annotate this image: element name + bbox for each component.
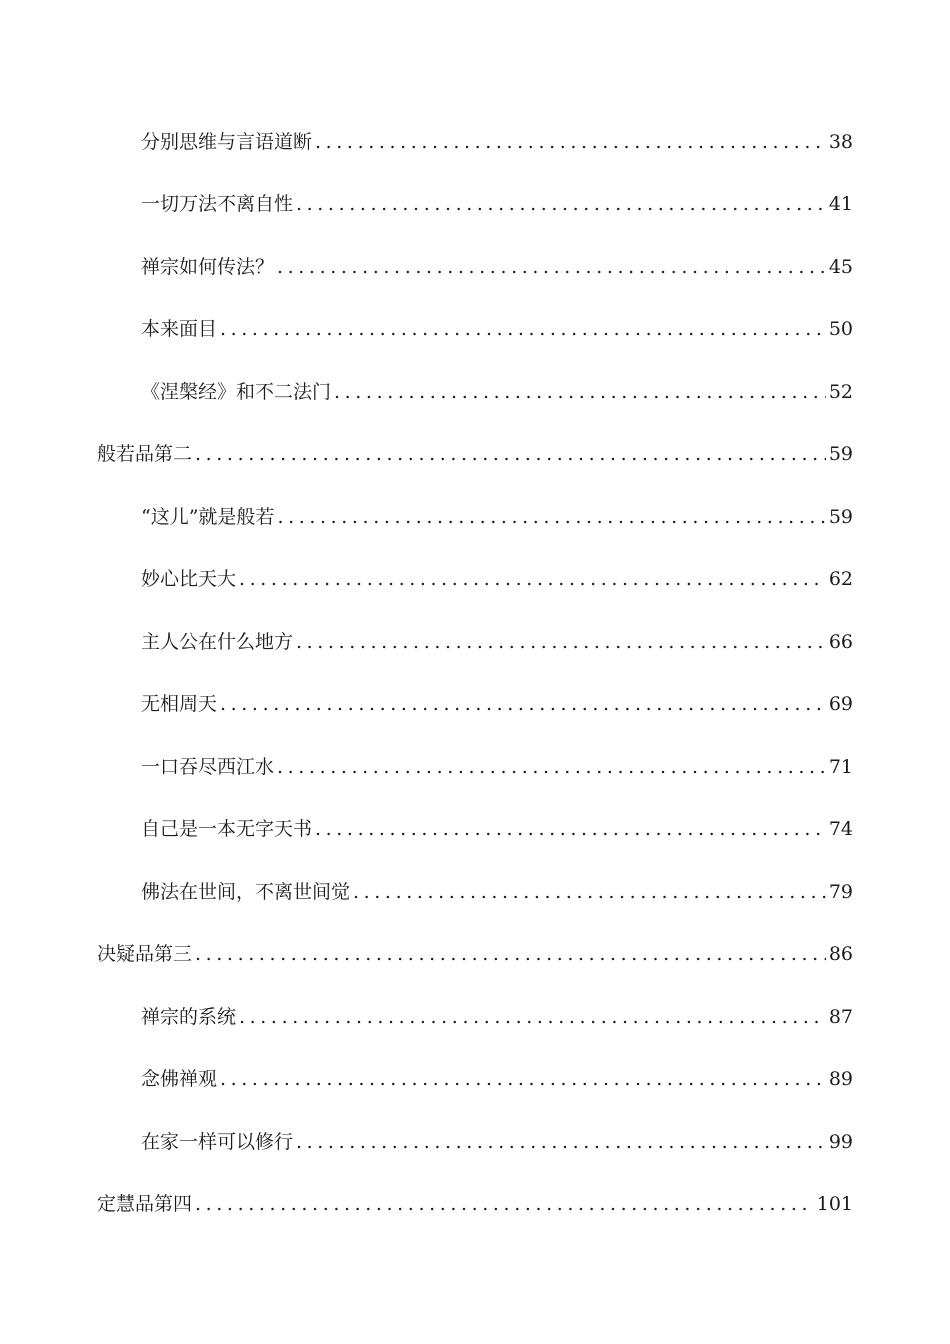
toc-entry-title: 一口吞尽西江水 — [141, 756, 275, 778]
toc-dot-leader — [353, 877, 826, 907]
toc-entry[interactable] — [141, 627, 853, 657]
toc-entry-page: 87 — [828, 1006, 853, 1028]
toc-entry[interactable] — [141, 1064, 853, 1094]
toc-entry-title: 妙心比天大 — [141, 568, 237, 590]
toc-entry[interactable] — [141, 564, 853, 594]
toc-dot-leader — [220, 689, 826, 719]
toc-entry-page: 101 — [816, 1193, 853, 1215]
toc-entry-page: 59 — [828, 506, 853, 528]
toc-entry-page: 86 — [828, 943, 853, 965]
toc-entry-page: 38 — [828, 131, 853, 153]
toc-entry-page: 41 — [828, 193, 853, 215]
toc-entry-page: 74 — [828, 818, 853, 840]
toc-entry-page: 59 — [828, 443, 853, 465]
toc-entry[interactable] — [141, 252, 853, 282]
toc-entry-page: 71 — [828, 756, 853, 778]
toc-dot-leader — [334, 377, 826, 407]
toc-entry-title: 本来面目 — [141, 318, 218, 340]
toc-dot-leader — [277, 502, 825, 532]
toc-entry-title: 念佛禅观 — [141, 1068, 218, 1090]
toc-dot-leader — [296, 189, 826, 219]
toc-dot-leader — [315, 814, 826, 844]
toc-entry-title: “这儿”就是般若 — [141, 506, 275, 528]
toc-dot-leader — [220, 1064, 826, 1094]
toc-chapter-entry[interactable] — [97, 939, 853, 969]
toc-entry-title: 无相周天 — [141, 693, 218, 715]
toc-entry-title: 在家一样可以修行 — [141, 1131, 294, 1153]
toc-entry[interactable] — [141, 814, 853, 844]
toc-entry-page: 62 — [828, 568, 853, 590]
toc-entry-page: 45 — [828, 256, 853, 278]
toc-dot-leader — [315, 127, 826, 157]
toc-entry-title: 自己是一本无字天书 — [141, 818, 313, 840]
toc-dot-leader — [296, 1127, 826, 1157]
toc-chapter-title: 定慧品第四 — [97, 1193, 193, 1215]
toc-dot-leader — [220, 314, 826, 344]
toc-entry[interactable] — [141, 127, 853, 157]
toc-dot-leader — [296, 627, 826, 657]
toc-entry-title: 分别思维与言语道断 — [141, 131, 313, 153]
toc-entry-title: 禅宗的系统 — [141, 1006, 237, 1028]
toc-chapter-entry[interactable] — [97, 1189, 853, 1219]
toc-entry-page: 52 — [828, 381, 853, 403]
toc-dot-leader — [239, 1002, 826, 1032]
toc-entry-title: 一切万法不离自性 — [141, 193, 294, 215]
toc-entry[interactable] — [141, 189, 853, 219]
toc-entry-page: 79 — [828, 881, 853, 903]
toc-entry[interactable] — [141, 752, 853, 782]
toc-dot-leader — [195, 1189, 814, 1219]
toc-chapter-title: 决疑品第三 — [97, 943, 193, 965]
toc-dot-leader — [239, 564, 826, 594]
toc-entry-title: 佛法在世间，不离世间觉 — [141, 881, 351, 903]
toc-entry-title: 主人公在什么地方 — [141, 631, 294, 653]
toc-entry[interactable] — [141, 502, 853, 532]
toc-dot-leader — [277, 752, 826, 782]
toc-entry[interactable] — [141, 314, 853, 344]
toc-dot-leader — [195, 439, 826, 469]
toc-entry-title: 禅宗如何传法？ — [141, 256, 275, 278]
toc-entry-page: 69 — [828, 693, 853, 715]
toc-entry-page: 89 — [828, 1068, 853, 1090]
toc-entry-title: 《涅槃经》和不二法门 — [141, 381, 332, 403]
toc-entry[interactable] — [141, 1127, 853, 1157]
toc-entry-page: 50 — [828, 318, 853, 340]
toc-dot-leader — [195, 939, 826, 969]
toc-entry[interactable] — [141, 877, 853, 907]
toc-dot-leader — [277, 252, 826, 282]
toc-entry[interactable] — [141, 1002, 853, 1032]
toc-entry[interactable] — [141, 689, 853, 719]
toc-chapter-title: 般若品第二 — [97, 443, 193, 465]
toc-chapter-entry[interactable] — [97, 439, 853, 469]
toc-entry-page: 99 — [828, 1131, 853, 1153]
toc-entry-page: 66 — [828, 631, 853, 653]
toc-entry[interactable] — [141, 377, 853, 407]
